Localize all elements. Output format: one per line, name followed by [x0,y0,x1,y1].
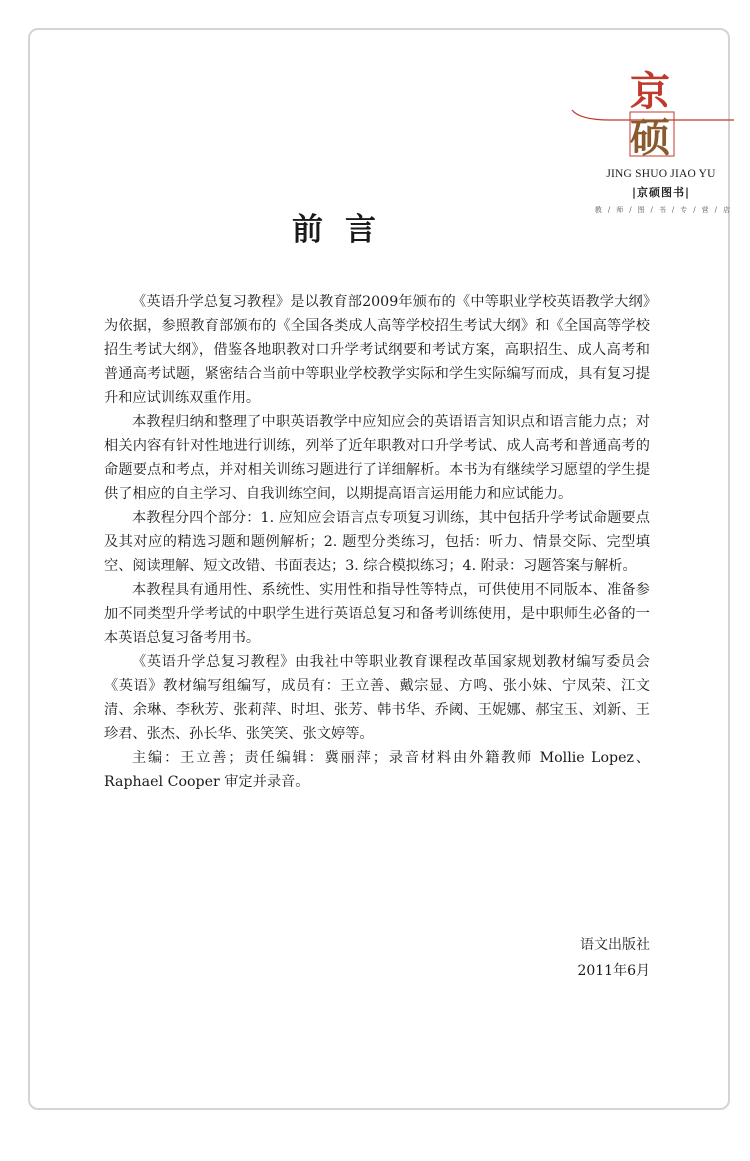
publisher-name: 语文出版社 [580,937,650,953]
paragraph: 本教程归纳和整理了中职英语教学中应知应会的英语语言知识点和语言能力点；对相关内容有针对性地进行训练，列举了近年职教对口升学考试、成人高考和普通高考的命题要点和考点，并对相关训练习题进行了详细解析。本书为有继续学习愿望的学生提供了相应的自主学习、自我训练空间，以期提高语言运用能力和应试能力。 [104,414,650,502]
publish-date: 2011年6月 [577,963,650,979]
paragraph: 本教程分四个部分：1. 应知应会语言点专项复习训练，其中包括升学考试命题要点及其对应的精选习题和题例解析；2. 题型分类练习，包括：听力、情景交际、完型填空、阅读理解、短文改错、书面表达；3. 综合模拟练习；4. 附录：习题答案与解析。 [104,510,650,574]
page-title: 前言 [292,212,398,248]
logo-tagline: 教/师/图/书/专/营/店 [594,206,736,214]
paragraph: 主编：王立善；责任编辑：冀丽萍；录音材料由外籍教师 Mollie Lopez、Raphael Cooper 审定并录音。 [104,750,650,790]
logo-char-jing: 京 [630,68,670,115]
paragraph: 《英语升学总复习教程》由我社中等职业教育课程改革国家规划教材编写委员会《英语》教材编写组编写，成员有：王立善、戴宗显、方鸣、张小妹、宁凤荣、江文清、余琳、李秋芳、张莉萍、时坦、张芳、韩书华、乔阈、王妮娜、郝宝玉、刘新、王珍君、张杰、孙长华、张笑笑、张文婷等。 [104,654,650,742]
logo-chinese-name: |京硕图书| [631,186,690,199]
paragraph: 《英语升学总复习教程》是以教育部2009年颁布的《中等职业学校英语教学大纲》为依据，参照教育部颁布的《全国各类成人高等学校招生考试大纲》和《全国高等学校招生考试大纲》，借鉴各地职教对口升学考试纲要和考试方案，高职招生、成人高考和普通高考试题，紧密结合当前中等职业学校教学实际和学生实际编写而成，具有复习提升和应试训练双重作用。 [104,294,650,406]
preface-body [104,290,650,794]
logo-english-name: JING SHUO JIAO YU [606,168,716,180]
signature-block [450,932,650,984]
publisher-logo [566,60,736,230]
paragraph: 本教程具有通用性、系统性、实用性和指导性等特点，可供使用不同版本、准备参加不同类型升学考试的中职学生进行英语总复习和备考训练使用，是中职师生必备的一本英语总复习备考用书。 [104,582,650,646]
logo-char-shuo: 硕 [630,114,670,161]
